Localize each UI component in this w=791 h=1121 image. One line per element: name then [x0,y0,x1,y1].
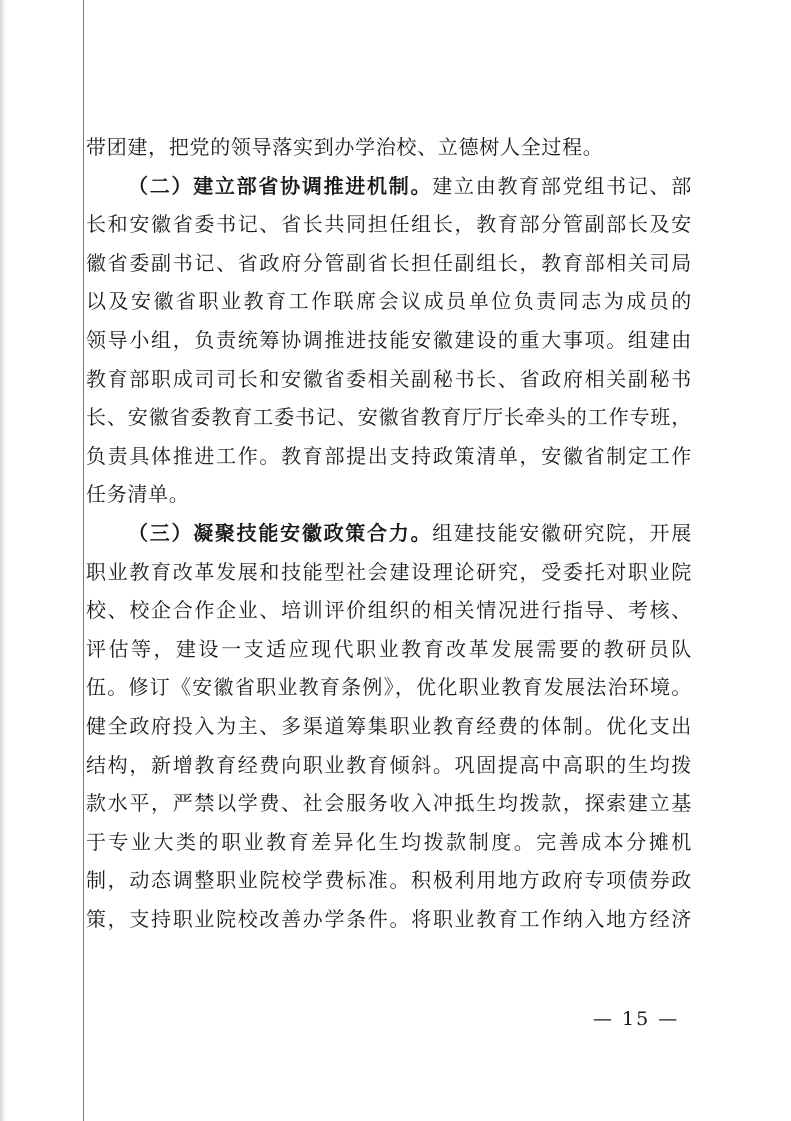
line-text: 款水平，严禁以学费、社会服务收入冲抵生均拨款，探索建立基 [86,791,692,816]
text-line [86,244,692,283]
line-text: 伍。修订《安徽省职业教育条例》，优化职业教育发展法治环境。 [86,675,692,700]
text-line [86,167,692,206]
text-line [86,900,692,939]
line-text: 长和安徽省委书记、省长共同担任组长，教育部分管副部长及安 [86,212,692,237]
text-line [86,668,692,707]
text-line [86,514,692,553]
line-text: 结构，新增教育经费向职业教育倾斜。巩固提高中高职的生均拨 [86,752,692,777]
line-text: 徽省委副书记、省政府分管副省长担任副组长，教育部相关司局 [86,250,692,275]
line-text: 以及安徽省职业教育工作联席会议成员单位负责同志为成员的 [86,289,692,314]
text-line [86,398,692,437]
text-line [86,475,692,514]
text-line [86,437,692,476]
line-text: 组建技能安徽研究院，开展 [432,520,692,545]
section-heading-2: （二）建立部省协调推进机制。 [128,173,433,198]
text-line [86,591,692,630]
text-line [86,861,692,900]
line-text: 长、安徽省委教育工委书记、安徽省教育厅厅长牵头的工作专班， [86,405,692,430]
line-text: 建立由教育部党组书记、部 [432,173,692,198]
text-line [86,553,692,592]
line-text: 评估等，建设一支适应现代职业教育改革发展需要的教研员队 [86,636,692,661]
line-text: 带团建，把党的领导落实到办学治校、立德树人全过程。 [86,135,604,159]
line-text: 职业教育改革发展和技能型社会建设理论研究，受委托对职业院 [86,559,692,584]
text-line [86,707,692,746]
line-text: 策，支持职业院校改善办学条件。将职业教育工作纳入地方经济 [86,906,692,931]
text-line [86,823,692,862]
binding-margin-line [83,0,84,1121]
line-text: 任务清单。 [86,482,190,507]
text-line [86,282,692,321]
text-line [86,205,692,244]
line-text: 领导小组，负责统筹协调推进技能安徽建设的重大事项。组建由 [86,327,692,352]
page-number: — 15 — [593,1008,680,1030]
line-text: 制，动态调整职业院校学费标准。积极利用地方政府专项债券政 [86,868,692,893]
text-line [86,630,692,669]
line-text: 负责具体推进工作。教育部提出支持政策清单，安徽省制定工作 [86,443,692,468]
text-line [86,746,692,785]
text-line [86,321,692,360]
line-text: 于专业大类的职业教育差异化生均拨款制度。完善成本分摊机 [86,829,692,854]
line-text: 教育部职成司司长和安徽省委相关副秘书长、省政府相关副秘书 [86,366,692,391]
text-line [86,784,692,823]
text-line [86,360,692,399]
line-text: 健全政府投入为主、多渠道筹集职业教育经费的体制。优化支出 [86,713,692,738]
section-heading-3: （三）凝聚技能安徽政策合力。 [128,520,433,545]
body-text [86,128,692,938]
text-line [86,128,692,167]
scan-shadow-edge [0,0,6,1121]
line-text: 校、校企合作企业、培训评价组织的相关情况进行指导、考核、 [86,598,692,623]
